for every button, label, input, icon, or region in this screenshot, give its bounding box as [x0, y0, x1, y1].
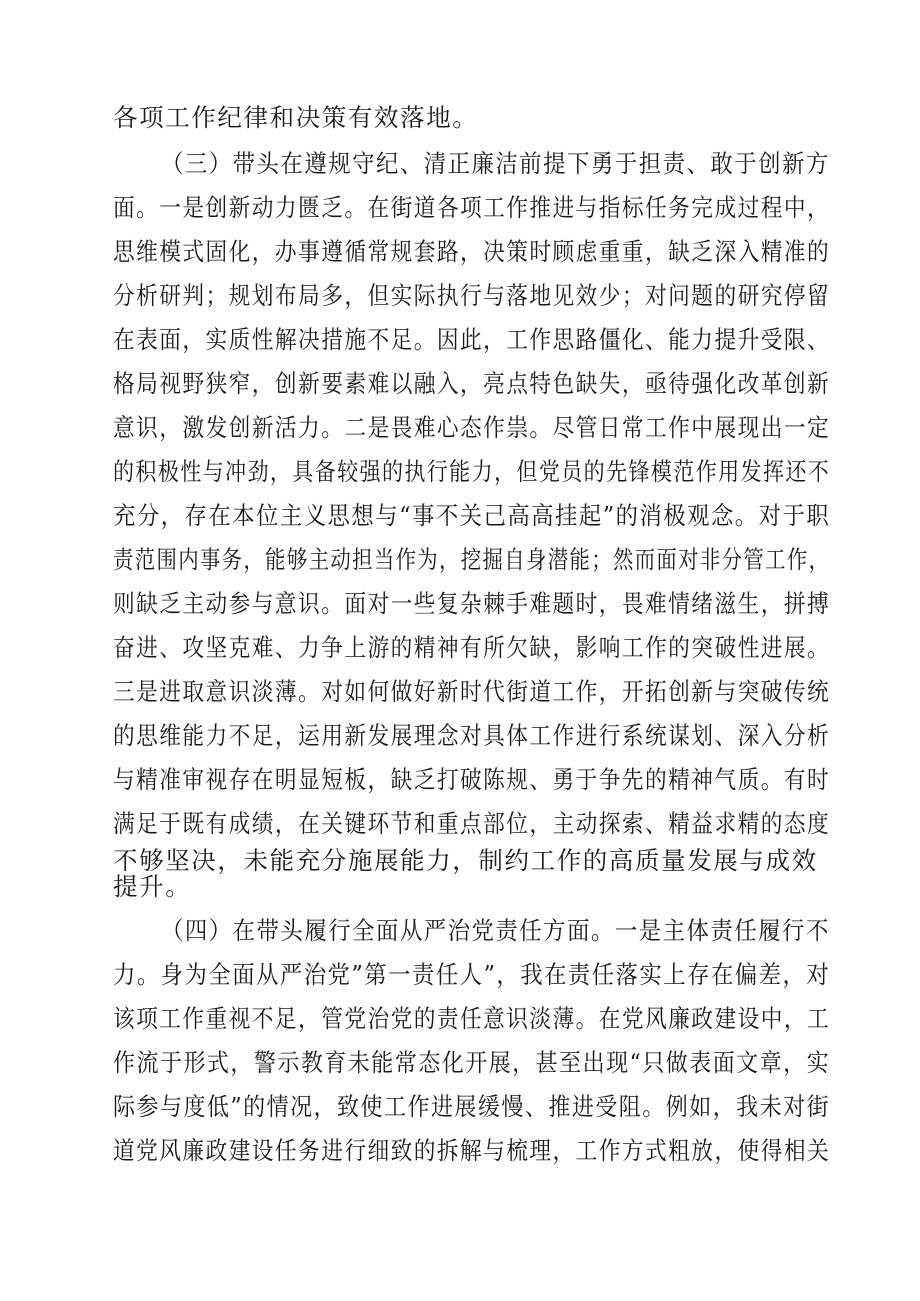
text-line: 的积极性与冲劲，具备较强的执行能力，但党员的先锋模范作用发挥还不 [113, 457, 831, 486]
text-line: 面。一是创新动力匮乏。在街道各项工作推进与指标任务完成过程中， [113, 193, 831, 222]
text-line: 不够坚决，未能充分施展能力，制约工作的高质量发展与成效 [113, 846, 818, 875]
text-line: 充分，存在本位主义思想与“事不关己高高挂起”的消极观念。对于职 [113, 501, 831, 530]
text-line: 际参与度低”的情况，致使工作进展缓慢、推进受阻。例如，我未对街 [113, 1092, 831, 1121]
text-line: 奋进、攻坚克难、力争上游的精神有所欠缺，影响工作的突破性进展。 [113, 633, 831, 662]
text-line: 则缺乏主动参与意识。面对一些复杂棘手难题时，畏难情绪滋生，拼搏 [113, 589, 831, 618]
text-line: 意识，激发创新活力。二是畏难心态作祟。尽管日常工作中展现出一定 [113, 413, 831, 442]
text-line: 力。身为全面从严治党”第一责任人”，我在责任落实上存在偏差，对 [113, 960, 831, 989]
text-line: 提升。 [113, 872, 192, 901]
text-line: 分析研判；规划布局多，但实际执行与落地见效少；对问题的研究停留 [113, 281, 831, 310]
text-line: （四）在带头履行全面从严治党责任方面。一是主体责任履行不 [161, 916, 830, 945]
text-line: 在表面，实质性解决措施不足。因此，工作思路僵化、能力提升受限、 [113, 325, 831, 354]
text-line: 道党风廉政建设任务进行细致的拆解与梳理，工作方式粗放，使得相关 [113, 1136, 831, 1165]
text-line: 作流于形式，警示教育未能常态化开展，甚至出现“只做表面文章，实 [113, 1048, 831, 1077]
text-line: （三）带头在遵规守纪、清正廉洁前提下勇于担责、敢于创新方 [161, 149, 830, 178]
text-line: 的思维能力不足，运用新发展理念对具体工作进行系统谋划、深入分析 [113, 721, 831, 750]
text-line: 三是进取意识淡薄。对如何做好新时代街道工作，开拓创新与突破传统 [113, 677, 831, 706]
text-line: 责范围内事务，能够主动担当作为，挖掘自身潜能；然而面对非分管工作， [113, 545, 831, 574]
text-line: 格局视野狭窄，创新要素难以融入，亮点特色缺失，亟待强化改革创新 [113, 369, 831, 398]
text-line: 各项工作纪律和决策有效落地。 [113, 103, 479, 132]
text-line: 与精准审视存在明显短板，缺乏打破陈规、勇于争先的精神气质。有时 [113, 765, 831, 794]
text-line: 满足于既有成绩，在关键环节和重点部位，主动探索、精益求精的态度 [113, 809, 831, 838]
text-line: 思维模式固化，办事遵循常规套路，决策时顾虑重重，缺乏深入精准的 [113, 237, 831, 266]
text-line: 该项工作重视不足，管党治党的责任意识淡薄。在党风廉政建设中，工 [113, 1004, 831, 1033]
